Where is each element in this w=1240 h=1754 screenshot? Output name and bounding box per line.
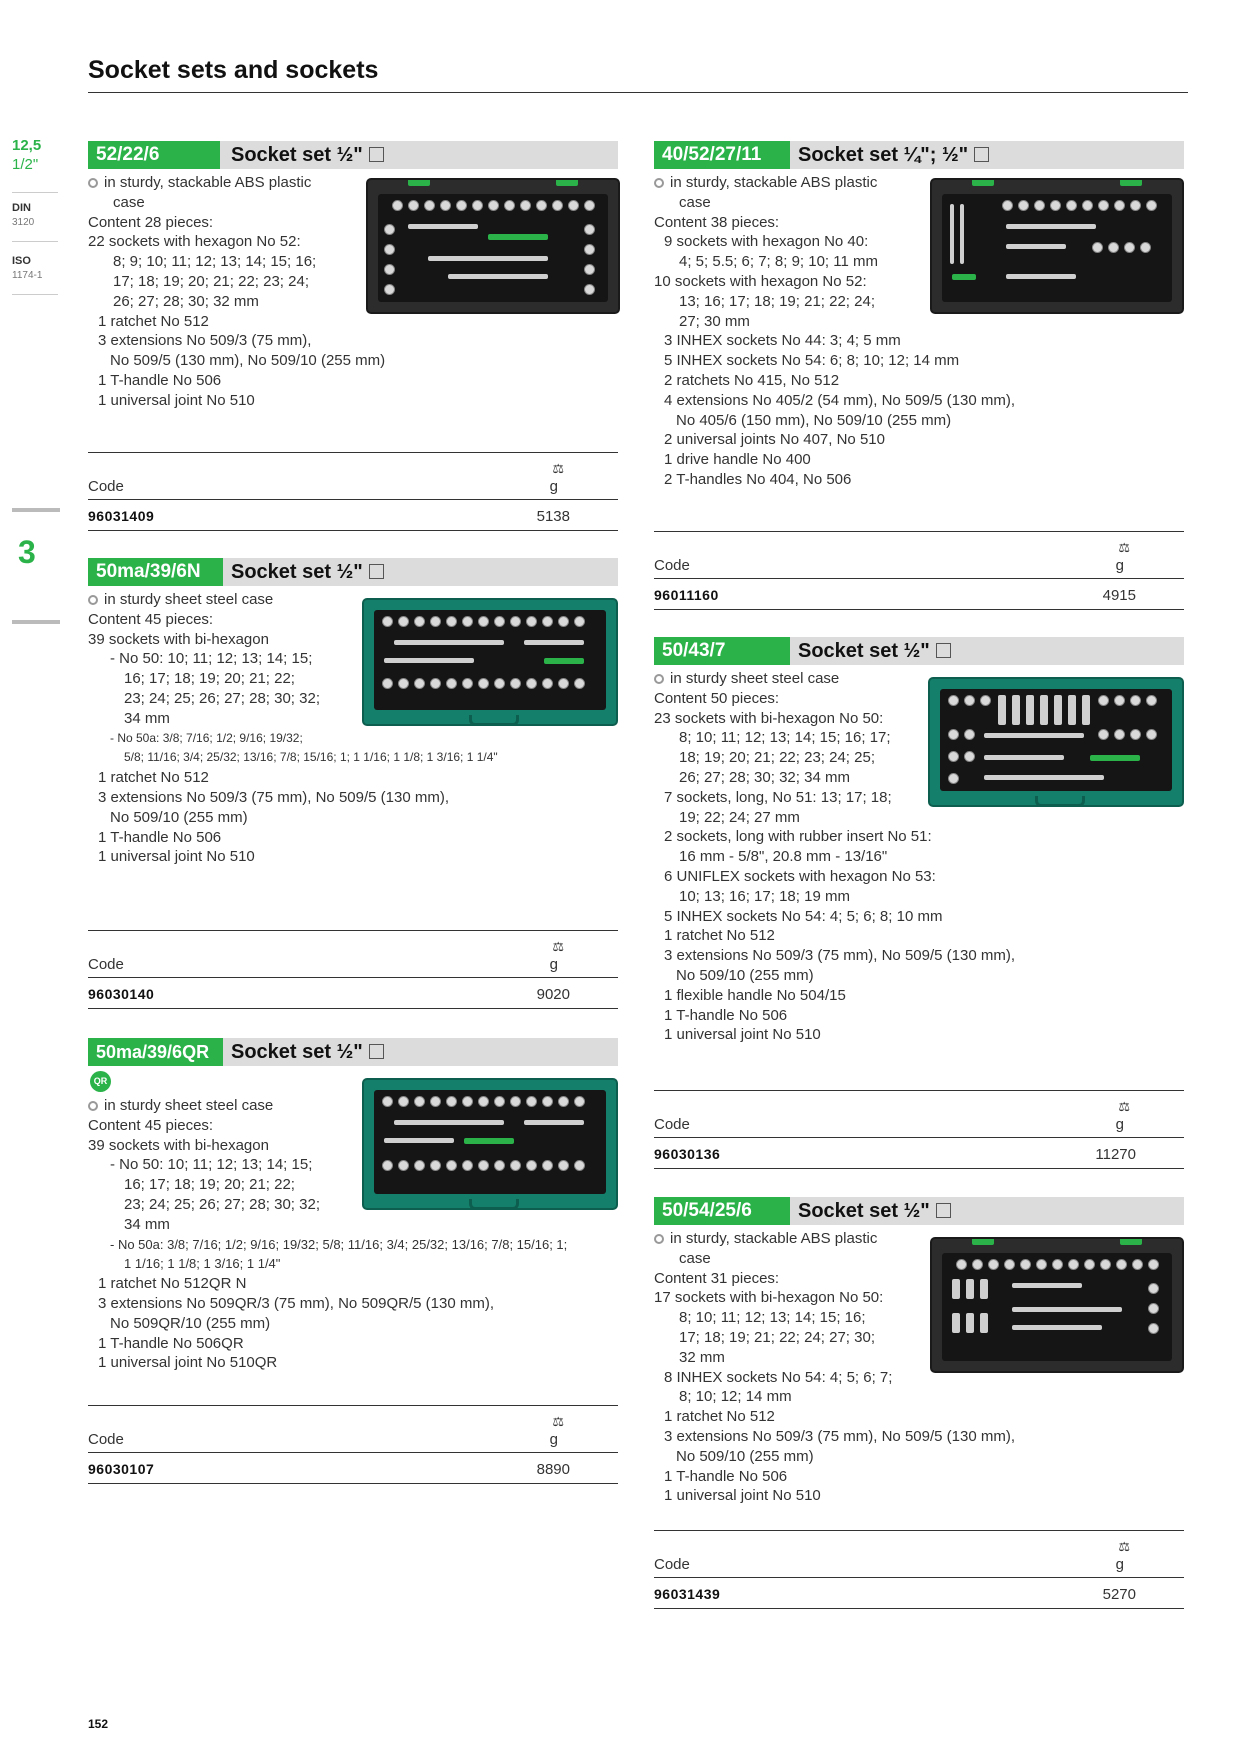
set-name-text: Socket set ½" — [231, 144, 363, 166]
desc-line: 8; 10; 11; 12; 13; 14; 15; 16; 17; — [679, 729, 891, 747]
weight-value: 5270 — [1102, 1586, 1136, 1603]
order-table — [88, 930, 618, 1009]
desc-line: 1 drive handle No 400 — [664, 451, 811, 469]
set-name — [231, 1038, 384, 1066]
checkbox-icon — [936, 1203, 951, 1218]
desc-line: No 509/10 (255 mm) — [676, 1447, 814, 1465]
scale-icon: ⚖ — [1118, 540, 1130, 555]
checkbox-icon — [369, 147, 384, 162]
product-image-steel-case — [928, 677, 1184, 807]
desc-line: 5 INHEX sockets No 54: 4; 5; 6; 8; 10 mm — [664, 907, 943, 925]
checkbox-icon — [974, 147, 989, 162]
desc-line: No 509/5 (130 mm), No 509/10 (255 mm) — [110, 352, 386, 370]
case-insert — [378, 194, 608, 302]
set-header — [654, 1197, 1184, 1225]
code-label: Code — [654, 557, 690, 574]
case-insert — [942, 1253, 1172, 1361]
bullet-icon — [88, 595, 98, 605]
desc-line: No 509/10 (255 mm) — [676, 966, 814, 984]
desc-line: 19; 22; 24; 27 mm — [679, 808, 800, 826]
set-header — [654, 141, 1184, 169]
set-name — [231, 558, 384, 586]
desc-line: 8; 10; 11; 12; 13; 14; 15; 16; — [679, 1309, 866, 1327]
desc-line: 4; 5; 5.5; 6; 7; 8; 9; 10; 11 mm — [679, 253, 878, 271]
scale-icon: ⚖ — [552, 461, 564, 476]
order-table — [88, 1405, 618, 1484]
bullet-icon — [654, 674, 664, 684]
desc-line: 3 extensions No 509/3 (75 mm), No 509/5 (130 mm), — [664, 947, 1015, 965]
set-header — [88, 141, 618, 169]
desc-line: 23; 24; 25; 26; 27; 28; 30; 32; — [124, 1195, 320, 1213]
order-code: 96030140 — [88, 986, 155, 1002]
product-image-abs-case — [366, 178, 620, 314]
set-header — [654, 637, 1184, 665]
desc-line: 3 INHEX sockets No 44: 3; 4; 5 mm — [664, 332, 901, 350]
case-clip — [408, 178, 430, 186]
desc-line: 16; 17; 18; 19; 20; 21; 22; — [124, 1176, 295, 1194]
desc-line: 1 ratchet No 512 — [664, 927, 775, 945]
sidebar-din-value: 3120 — [12, 217, 35, 228]
desc-line: - No 50a: 3/8; 7/16; 1/2; 9/16; 19/32; — [110, 730, 303, 745]
case-clip — [972, 178, 994, 186]
desc-line: in sturdy, stackable ABS plastic — [88, 173, 618, 193]
case-insert — [374, 1090, 606, 1194]
desc-line: in sturdy sheet steel case — [654, 669, 1184, 689]
desc-line: 3 extensions No 509/3 (75 mm), — [98, 332, 312, 350]
desc-line: 3 extensions No 509/3 (75 mm), No 509/5 (130 mm), — [664, 1427, 1015, 1445]
desc-line: No 405/6 (150 mm), No 509/10 (255 mm) — [676, 411, 952, 429]
bullet-icon — [88, 178, 98, 188]
desc-line: in sturdy, stackable ABS plastic — [654, 1229, 1184, 1249]
order-code: 96031439 — [654, 1586, 721, 1602]
weight-unit: g — [1115, 1556, 1124, 1573]
desc-line: 1 T-handle No 506 — [98, 371, 222, 389]
qr-badge-icon: QR — [90, 1071, 111, 1092]
desc-line: in sturdy, stackable ABS plastic — [654, 173, 1184, 193]
desc-line: 8; 10; 12; 14 mm — [679, 1388, 792, 1406]
desc-line: 39 sockets with bi-hexagon — [88, 1136, 269, 1154]
code-label: Code — [88, 956, 124, 973]
case-handle — [469, 1199, 519, 1210]
order-table — [88, 452, 618, 531]
order-table — [654, 1090, 1184, 1169]
code-label: Code — [88, 478, 124, 495]
desc-line: 8 INHEX sockets No 54: 4; 5; 6; 7; — [664, 1368, 893, 1386]
desc-line: 1 flexible handle No 504/15 — [664, 986, 846, 1004]
desc-line: 1 ratchet No 512 — [98, 312, 209, 330]
weight-value: 11270 — [1095, 1146, 1136, 1163]
desc-line: 1 T-handle No 506 — [664, 1006, 788, 1024]
product-image-steel-case — [362, 598, 618, 726]
bullet-icon — [654, 1234, 664, 1244]
desc-line: 26; 27; 28; 30; 32; 34 mm — [679, 768, 850, 786]
title-rule — [88, 92, 1188, 93]
set-name-text: Socket set ½" — [231, 1041, 363, 1063]
weight-value: 9020 — [536, 986, 570, 1003]
desc-line: 1 T-handle No 506 — [98, 828, 222, 846]
desc-line: 1 ratchet No 512QR N — [98, 1275, 247, 1293]
case-clip — [1120, 1237, 1142, 1245]
product-image-abs-case — [930, 178, 1184, 314]
weight-unit: g — [1115, 557, 1124, 574]
checkbox-icon — [936, 643, 951, 658]
set-name — [798, 1197, 951, 1225]
order-table — [654, 531, 1184, 610]
desc-line: Content 45 pieces: — [88, 610, 214, 628]
desc-line: case — [679, 1249, 711, 1267]
desc-line: 16 mm - 5/8", 20.8 mm - 13/16" — [679, 848, 888, 866]
set-header — [88, 558, 618, 586]
order-code: 96030136 — [654, 1146, 721, 1162]
weight-unit: g — [1115, 1116, 1124, 1133]
desc-line: 2 universal joints No 407, No 510 — [664, 431, 885, 449]
set-name-text: Socket set ½" — [798, 640, 930, 662]
set-name — [798, 637, 951, 665]
desc-line: 34 mm — [124, 1215, 170, 1233]
desc-line: 8; 9; 10; 11; 12; 13; 14; 15; 16; — [113, 253, 317, 271]
desc-line: 3 extensions No 509QR/3 (75 mm), No 509QR/5 (130 mm), — [98, 1294, 494, 1312]
scale-icon: ⚖ — [552, 1414, 564, 1429]
page-title: Socket sets and sockets — [88, 56, 379, 84]
set-name-text: Socket set ½" — [231, 561, 363, 583]
bullet-icon — [654, 178, 664, 188]
checkbox-icon — [369, 564, 384, 579]
desc-line: Content 45 pieces: — [88, 1116, 214, 1134]
desc-line: 13; 16; 17; 18; 19; 21; 22; 24; — [679, 292, 875, 310]
desc-line: 4 extensions No 405/2 (54 mm), No 509/5 (130 mm), — [664, 391, 1015, 409]
desc-line: 1 universal joint No 510 — [98, 391, 255, 409]
desc-line: 27; 30 mm — [679, 312, 750, 330]
chapter-bar-bottom — [12, 620, 60, 624]
desc-line: 1 universal joint No 510 — [664, 1487, 821, 1505]
case-handle — [469, 715, 519, 726]
desc-line: case — [113, 193, 145, 211]
desc-line: in sturdy sheet steel case — [88, 1096, 618, 1116]
order-code: 96031409 — [88, 508, 155, 524]
case-clip — [972, 1237, 994, 1245]
desc-line: 1 ratchet No 512 — [664, 1408, 775, 1426]
desc-line: No 509QR/10 (255 mm) — [110, 1314, 271, 1332]
chapter-bar-top — [12, 508, 60, 512]
desc-line: 10 sockets with hexagon No 52: — [654, 272, 867, 290]
case-handle — [1035, 796, 1085, 807]
desc-line: 17; 18; 19; 21; 22; 24; 27; 30; — [679, 1328, 875, 1346]
desc-line: 10; 13; 16; 17; 18; 19 mm — [679, 887, 850, 905]
desc-line: 5 INHEX sockets No 54: 6; 8; 10; 12; 14 mm — [664, 352, 960, 370]
desc-line: 18; 19; 20; 21; 22; 23; 24; 25; — [679, 749, 875, 767]
product-image-steel-case — [362, 1078, 618, 1210]
desc-line: 17; 18; 19; 20; 21; 22; 23; 24; — [113, 272, 309, 290]
desc-line: Content 38 pieces: — [654, 213, 780, 231]
sidebar-iso-value: 1174-1 — [12, 270, 43, 281]
case-clip — [556, 178, 578, 186]
desc-line: 1 1/16; 1 1/8; 1 3/16; 1 1/4" — [124, 1256, 281, 1272]
desc-line: No 509/10 (255 mm) — [110, 808, 248, 826]
desc-line: Content 50 pieces: — [654, 689, 780, 707]
set-name — [231, 141, 384, 169]
desc-line: Content 28 pieces: — [88, 213, 214, 231]
desc-line: 5/8; 11/16; 3/4; 25/32; 13/16; 7/8; 15/16; 1; 1 1/16; 1 1/8; 1 3/16; 1 1/4" — [124, 750, 498, 765]
desc-line: - No 50: 10; 11; 12; 13; 14; 15; — [110, 650, 313, 668]
desc-line: 39 sockets with bi-hexagon — [88, 630, 269, 648]
sidebar-divider — [12, 241, 58, 242]
chapter-number: 3 — [18, 534, 36, 570]
code-label: Code — [654, 1556, 690, 1573]
desc-line: 7 sockets, long, No 51: 13; 17; 18; — [664, 788, 892, 806]
set-code-badge: 40/52/27/11 — [654, 141, 790, 169]
desc-line: 1 universal joint No 510 — [98, 848, 255, 866]
checkbox-icon — [369, 1044, 384, 1059]
set-code-badge: 50ma/39/6QR — [88, 1038, 223, 1066]
product-image-abs-case — [930, 1237, 1184, 1373]
case-insert — [940, 689, 1172, 791]
desc-line: case — [679, 193, 711, 211]
set-code-badge: 50ma/39/6N — [88, 558, 223, 586]
set-name-text: Socket set ½" — [798, 1200, 930, 1222]
weight-unit: g — [549, 1431, 558, 1448]
order-code: 96011160 — [654, 587, 719, 603]
code-label: Code — [654, 1116, 690, 1133]
scale-icon: ⚖ — [552, 939, 564, 954]
order-code: 96030107 — [88, 1461, 155, 1477]
desc-line: 32 mm — [679, 1348, 725, 1366]
desc-line: 1 T-handle No 506QR — [98, 1334, 244, 1352]
desc-line: 9 sockets with hexagon No 40: — [664, 233, 869, 251]
weight-value: 8890 — [536, 1461, 570, 1478]
desc-line: 2 T-handles No 404, No 506 — [664, 470, 852, 488]
set-name — [798, 141, 989, 169]
sidebar-size: 12,5 — [12, 137, 42, 154]
weight-value: 5138 — [536, 508, 570, 525]
set-header — [88, 1038, 618, 1066]
desc-line: 1 universal joint No 510 — [664, 1026, 821, 1044]
desc-line: 17 sockets with bi-hexagon No 50: — [654, 1289, 884, 1307]
desc-line: 26; 27; 28; 30; 32 mm — [113, 292, 259, 310]
desc-line: 6 UNIFLEX sockets with hexagon No 53: — [664, 867, 936, 885]
weight-unit: g — [549, 956, 558, 973]
bullet-icon — [88, 1101, 98, 1111]
scale-icon: ⚖ — [1118, 1099, 1130, 1114]
code-label: Code — [88, 1431, 124, 1448]
desc-line: Content 31 pieces: — [654, 1269, 780, 1287]
desc-line: 2 ratchets No 415, No 512 — [664, 371, 840, 389]
desc-line: 1 T-handle No 506 — [664, 1467, 788, 1485]
set-code-badge: 50/43/7 — [654, 637, 790, 665]
order-table — [654, 1530, 1184, 1609]
desc-line: 23; 24; 25; 26; 27; 28; 30; 32; — [124, 689, 320, 707]
sidebar-din-label: DIN — [12, 202, 31, 214]
case-clip — [1120, 178, 1142, 186]
scale-icon: ⚖ — [1118, 1539, 1130, 1554]
case-insert — [942, 194, 1172, 302]
weight-unit: g — [549, 478, 558, 495]
sidebar-divider — [12, 294, 58, 295]
sidebar-fraction: 1/2" — [12, 156, 39, 173]
desc-line: in sturdy sheet steel case — [88, 590, 618, 610]
sidebar-divider — [12, 192, 58, 193]
desc-line: 1 universal joint No 510QR — [98, 1354, 278, 1372]
desc-line: 1 ratchet No 512 — [98, 769, 209, 787]
case-insert — [374, 610, 606, 710]
desc-line: - No 50a: 3/8; 7/16; 1/2; 9/16; 19/32; 5/8; 11/16; 3/4; 25/32; 13/16; 7/8; 15/16; 1; — [110, 1236, 568, 1252]
set-code-badge: 52/22/6 — [88, 141, 220, 169]
desc-line: 16; 17; 18; 19; 20; 21; 22; — [124, 670, 295, 688]
desc-line: 22 sockets with hexagon No 52: — [88, 233, 301, 251]
sidebar-iso-label: ISO — [12, 255, 31, 267]
set-name-text: Socket set ¼"; ½" — [798, 144, 969, 166]
desc-line: 3 extensions No 509/3 (75 mm), No 509/5 (130 mm), — [98, 788, 449, 806]
desc-line: 23 sockets with bi-hexagon No 50: — [654, 709, 884, 727]
weight-value: 4915 — [1102, 587, 1136, 604]
desc-line: 2 sockets, long with rubber insert No 51: — [664, 828, 932, 846]
set-code-badge: 50/54/25/6 — [654, 1197, 790, 1225]
desc-line: - No 50: 10; 11; 12; 13; 14; 15; — [110, 1156, 313, 1174]
desc-line: 34 mm — [124, 709, 170, 727]
page-number: 152 — [88, 1717, 109, 1731]
